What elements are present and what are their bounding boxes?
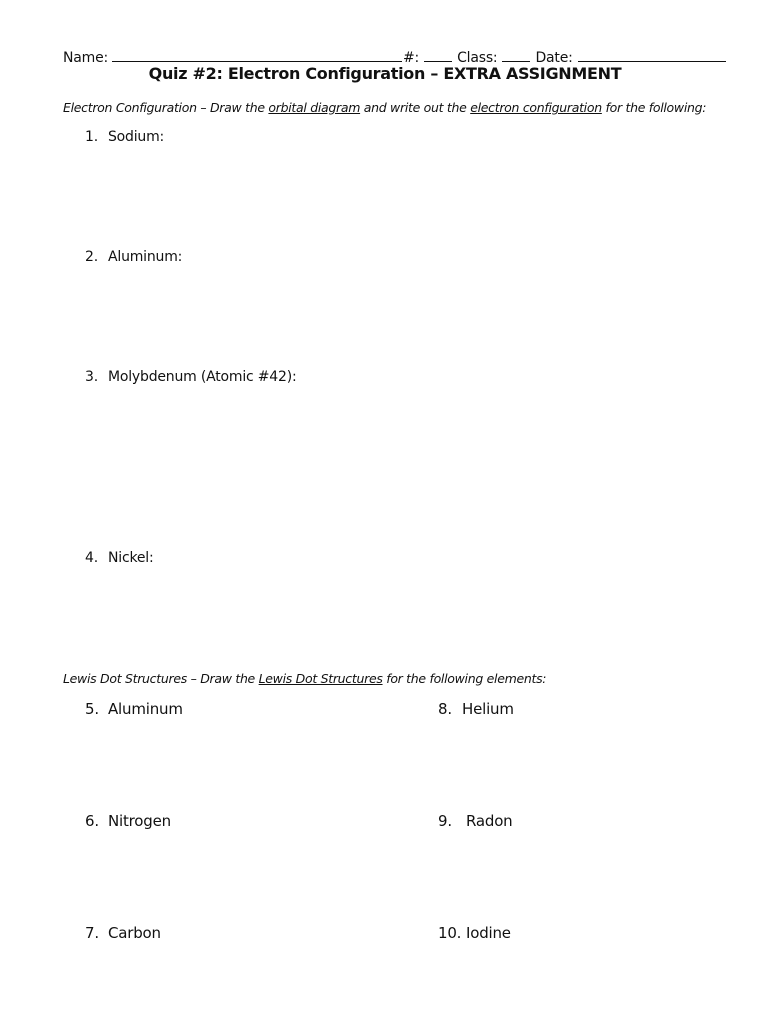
- question-2: [85, 249, 182, 265]
- question-text: Helium: [462, 700, 514, 718]
- question-number: 5.: [85, 700, 99, 718]
- question-number: 6.: [85, 812, 99, 830]
- question-text: Molybdenum (Atomic #42):: [108, 369, 297, 385]
- date-blank[interactable]: [578, 47, 726, 62]
- class-blank[interactable]: [502, 47, 530, 62]
- question-7: [85, 924, 161, 942]
- question-text: Iodine: [466, 924, 511, 942]
- question-1: [85, 129, 164, 145]
- question-text: Sodium:: [108, 129, 165, 145]
- instr-text: for the following elements:: [382, 671, 547, 686]
- name-label: Name:: [63, 50, 109, 66]
- question-text: Radon: [466, 812, 513, 830]
- question-3: [85, 369, 297, 385]
- instr-underlined: orbital diagram: [268, 100, 361, 115]
- instr-text: Lewis Dot Structures – Draw the: [63, 671, 259, 686]
- question-text: Nitrogen: [108, 812, 171, 830]
- question-text: Nickel:: [108, 550, 154, 566]
- date-label: Date:: [535, 50, 573, 66]
- question-number: 3.: [85, 369, 98, 385]
- instr-text: and write out the: [360, 100, 471, 115]
- class-label: Class:: [457, 50, 498, 66]
- question-8: [438, 700, 514, 718]
- question-number: 10.: [438, 924, 462, 942]
- question-10: [438, 924, 511, 942]
- name-blank[interactable]: [112, 47, 402, 62]
- instr-text: Electron Configuration – Draw the: [63, 100, 269, 115]
- number-label: #:: [403, 50, 420, 66]
- question-9: [438, 812, 513, 830]
- question-text: Aluminum: [108, 700, 183, 718]
- page-title: Quiz #2: Electron Configuration – EXTRA ASSIGNMENT: [148, 64, 622, 83]
- question-text: Carbon: [108, 924, 161, 942]
- section1-instructions: [63, 100, 706, 115]
- question-number: 9.: [438, 812, 452, 830]
- question-number: 2.: [85, 249, 98, 265]
- section2-instructions: [63, 671, 546, 686]
- question-5: [85, 700, 183, 718]
- question-text: Aluminum:: [108, 249, 183, 265]
- question-4: [85, 550, 154, 566]
- instr-text: for the following:: [601, 100, 707, 115]
- instr-underlined: electron configuration: [470, 100, 602, 115]
- question-number: 1.: [85, 129, 98, 145]
- number-blank[interactable]: [424, 47, 452, 62]
- question-number: 4.: [85, 550, 98, 566]
- question-number: 8.: [438, 700, 452, 718]
- question-6: [85, 812, 171, 830]
- question-number: 7.: [85, 924, 99, 942]
- instr-underlined: Lewis Dot Structures: [258, 671, 383, 686]
